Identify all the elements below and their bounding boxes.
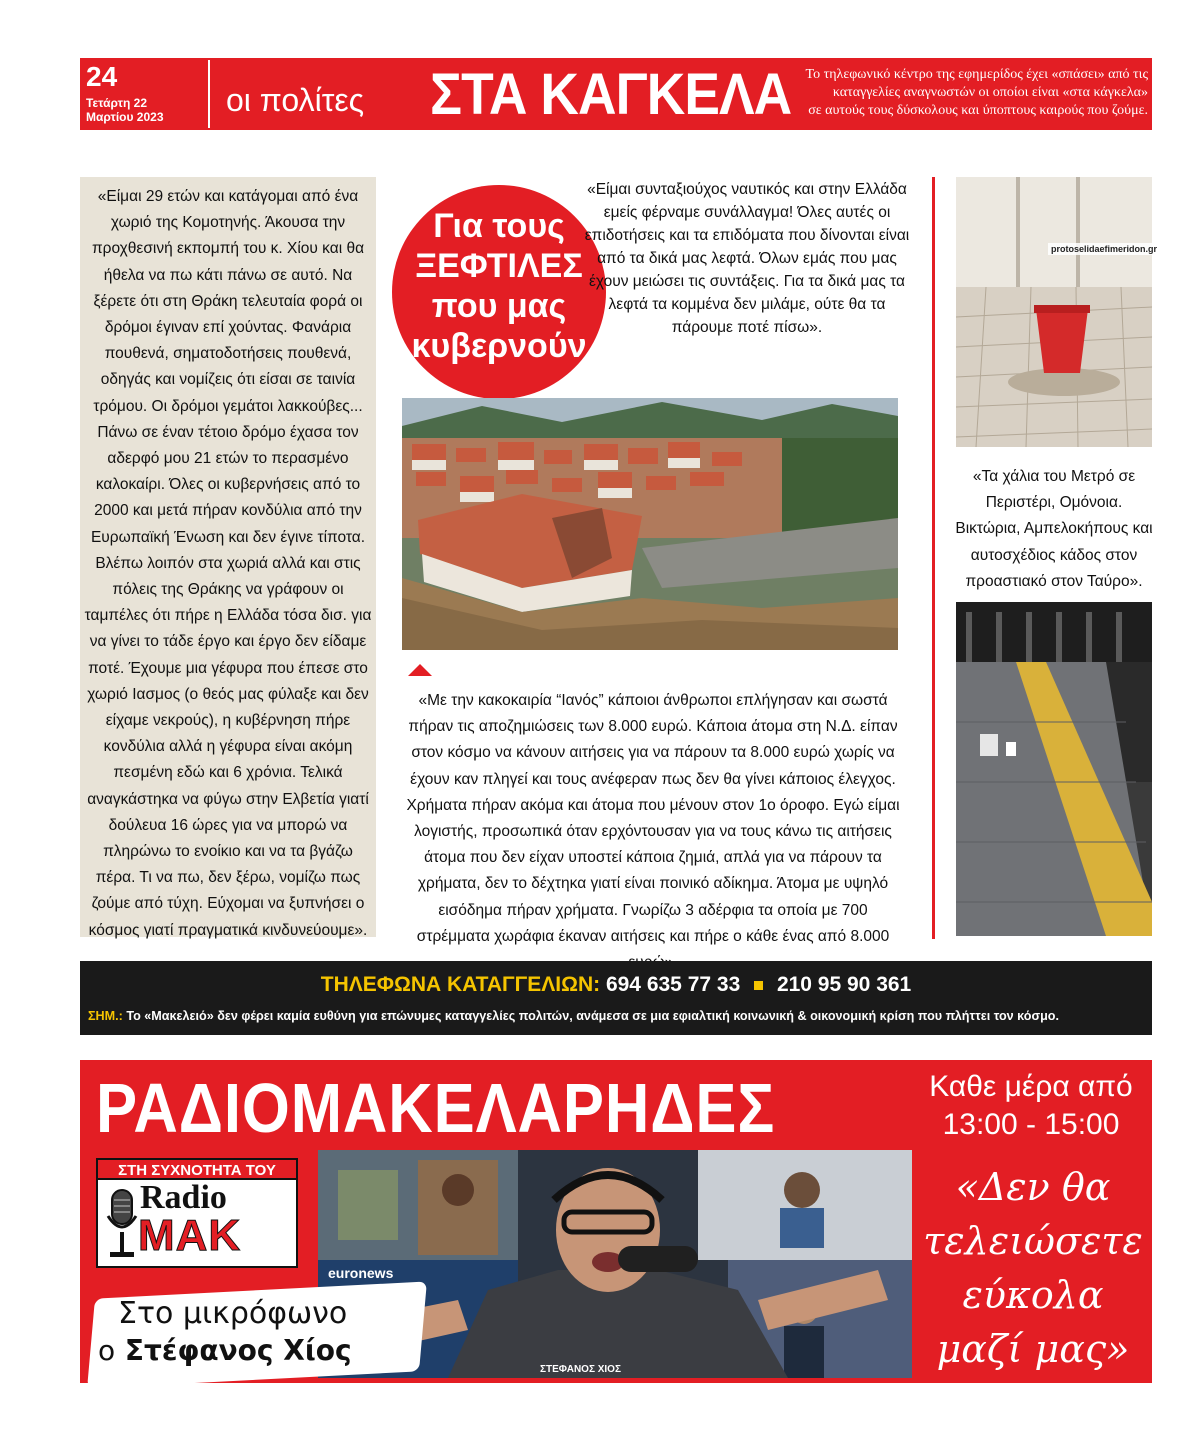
slogan-line-4: μαζί μας»: [936, 1327, 1130, 1371]
komotini-letter: «Είμαι 29 ετών και κατάγομαι από ένα χωριό της Κομοτηνής. Άκουσα την προχθεσινή εκπομπή του κ. Χίου και θα ήθελα να πω κάτι πάνω σε αυτό. Να ξέρετε ότι στη Θράκη τελευταία φορά οι δρόμοι έγιναν επί χούντας. Φανάρια πουθενά, σηματοδοτήσεις πουθενά, οδηγάς και νομίζεις ότι είσαι σε ταινία τρόμου. Οι δρόμοι γεμάτοι λακκούβες... Πάνω σε έναν τέτοιο δρόμο έχασα τον αδερφό μου 21 ετών το περασμένο καλοκαίρι. Όλες οι κυβερνήσεις από το 2000 και μετά πήραν κονδύλια από την Ευρωπαϊκή Ένωση και δεν έγινε τίποτα. Βλέπω λοιπόν στα χωριά αλλά και στις πόλεις της Θράκης να γράφουν οι ταμπέλες ότι πήρε η Ελλάδα τόσα δισ. για να γίνει το τάδε έργο και έργο δεν είδαμε ποτέ. Έχουμε μια γέφυρα που έπεσε στο χωριό Ιασμος (ο θεός μας φύλαξε και δεν είχαμε νεκρούς), η κυβέρνηση πήρε κονδύλια αλλά η γέφυρα είναι ακόμη πεσμένη εδώ και 6 χρόνια. Τελικά αναγκάστηκα να φύγω στην Ελβετία γιατί δούλευα 16 ώρες για να μπορώ να πληρώνω το ενοίκιο και να τα βγάζω πέρα. Τι να πω, δεν ξέρω, νομίζω πως ζούμε από τύχη. Εύχομαι να ξυπνήσει ο κόσμος γιατί πραγματικά κινδυνεύουμε».: [84, 188, 372, 939]
metro-platform-photo: [956, 602, 1152, 936]
tv-channel-label: euronews: [328, 1265, 394, 1281]
intro-line-2: καταγγελίες αναγνωστών οι οποίοι είναι «στα κάγκελα»: [832, 85, 1148, 100]
source-watermark: protoselidaefimeridon.gr: [1048, 243, 1160, 255]
hotline-phones: [80, 970, 1152, 1000]
page-number: 24: [86, 61, 118, 92]
hotline-phone-2[interactable]: 210 95 90 361: [776, 973, 912, 996]
headline-text: [392, 206, 606, 366]
slogan-line-2: τελειώσετε: [923, 1219, 1143, 1263]
ianos-letter: «Με την κακοκαιρία “Ιανός” κάποιοι άνθρωποι επλήγησαν και σωστά πήραν τις αποζημιώσεις των 8.000 ευρώ. Κάποια άτομα στη Ν.Δ. είπαν στον κόσμο να κάνουν αιτήσεις για να πάρουν τα 8.000 ευρώ χωρίς να έχουν καν πληγεί και τους ανέφεραν πως δεν θα γίνει κάποιος έλεγχος. Χρήματα πήραν ακόμα και άτομα που μένουν στον 1ο όροφο. Εγώ είμαι λογιστής, προσωπικά όταν ερχόντουσαν για να τους κάνω τις αιτήσεις άτομα που δεν είχαν υποστεί κάποια ζημιά, απλά για να πάρουν τα χρήματα, δεν το δέχτηκα γιατί είναι ποινικό αδίκημα. Άτομα με υψηλό εισόδημα πήραν χρήματα. Γνωρίζω 3 αδέρφια τα οποία με 700 στρέμματα χωράφια έκαναν αιτήσεις και πήρε ο κάθε ένας από 8.000: [406, 692, 900, 945]
column-rule: [932, 177, 935, 939]
headline-line-4: κυβερνούν: [411, 327, 587, 365]
pensioner-quote: «Είμαι συνταξιούχος ναυτικός και στην Ελλάδα εμείς φέρναμε συνάλλαγμα! Όλες αυτές οι επιδοτήσεις και τα επιδόματα που δίνονται είναι από τα δικά μας λεφτά. Όλων εμάς που μας έχουν μειώσει τις συντάξεις. Για τα δικά μας τα λεφτά τα κομμένα δεν μιλάμε, ούτε θα τα πάρουμε ποτέ πίσω».: [584, 181, 910, 336]
ad-slogan: [918, 1160, 1148, 1376]
metro-quote: «Τα χάλια του Μετρό σε Περιστέρι, Ομόνοια. Βικτώρια, Αμπελοκήπους και αυτοσχέδιος κάδος στον προαστιακό στον Ταύρο».: [955, 468, 1153, 590]
flood-photo-illustration: [402, 398, 898, 650]
intro-line-3: σε αυτούς τους δύσκολους και ύποπτους καιρούς που ζούμε.: [808, 103, 1148, 118]
metro-bucket-photo: [956, 177, 1152, 447]
headline-line-1: Για τους: [433, 207, 565, 245]
date-line-2: Μαρτίου 2023: [86, 110, 164, 124]
hotline-phone-1[interactable]: 694 635 77 33: [605, 973, 741, 996]
ad-schedule-days: Καθε μέρα από: [929, 1070, 1133, 1103]
metro-bucket-illustration: [956, 177, 1152, 447]
flood-photo: [402, 398, 898, 650]
section-intro: [748, 66, 1148, 120]
host-name-label: [98, 1332, 352, 1370]
issue-date: [86, 96, 164, 124]
date-line-1: Τετάρτη 22: [86, 96, 147, 110]
microphone-icon: [104, 1186, 140, 1264]
section-title: ΣΤΑ ΚΑΓΚΕΛΑ: [430, 62, 792, 127]
radio-frequency-label: ΣΤΗ ΣΥΧΝΟΤΗΤΑ ΤΟΥ: [96, 1158, 298, 1180]
headline-line-3: που μας: [431, 287, 567, 325]
slogan-line-3: εύκολα: [962, 1273, 1104, 1317]
hotline-label: ΤΗΛΕΦΩΝΑ ΚΑΤΑΓΓΕΛΙΩΝ:: [320, 973, 601, 996]
disclaimer-text: Το «Μακελειό» δεν φέρει καμία ευθύνη για επώνυμες καταγγελίες πολιτών, ανάμεσα σε μια εφιαλτική κοινωνική & οικονομική κρίση που πλήττει τον κόσμο.: [126, 1009, 1059, 1023]
ad-title: ΡΑΔΙΟΜΑΚΕΛΑΡΗΔΕΣ: [96, 1069, 776, 1147]
header-divider: [208, 60, 210, 128]
headline-line-2: ΞΕΦΤΙΛΕΣ: [415, 247, 583, 285]
separator-square: [754, 981, 763, 990]
ad-schedule-hours: 13:00 - 15:00: [942, 1108, 1120, 1141]
section-title-prefix: οι πολίτες: [226, 82, 365, 118]
disclaimer-label: ΣΗΜ.:: [88, 1009, 123, 1023]
slogan-line-1: «Δεν θα: [955, 1165, 1111, 1209]
tv-caption: ΣΤΕΦΑΝΟΣ ΧΙΟΣ: [540, 1364, 621, 1375]
metro-platform-illustration: [956, 602, 1152, 936]
disclaimer: [88, 1006, 1148, 1026]
radio-station-brand: MAK: [138, 1211, 242, 1260]
host-prefix: ο: [98, 1334, 116, 1367]
radio-station-name: Radio: [140, 1179, 227, 1216]
caption-marker: [408, 664, 432, 676]
intro-line-1: Το τηλεφωνικό κέντρο της εφημερίδος έχει «σπάσει» από τις: [805, 67, 1148, 82]
at-the-mic-label: Στο μικρόφωνο: [118, 1296, 348, 1331]
host-name: Στέφανος Χίος: [124, 1334, 352, 1367]
